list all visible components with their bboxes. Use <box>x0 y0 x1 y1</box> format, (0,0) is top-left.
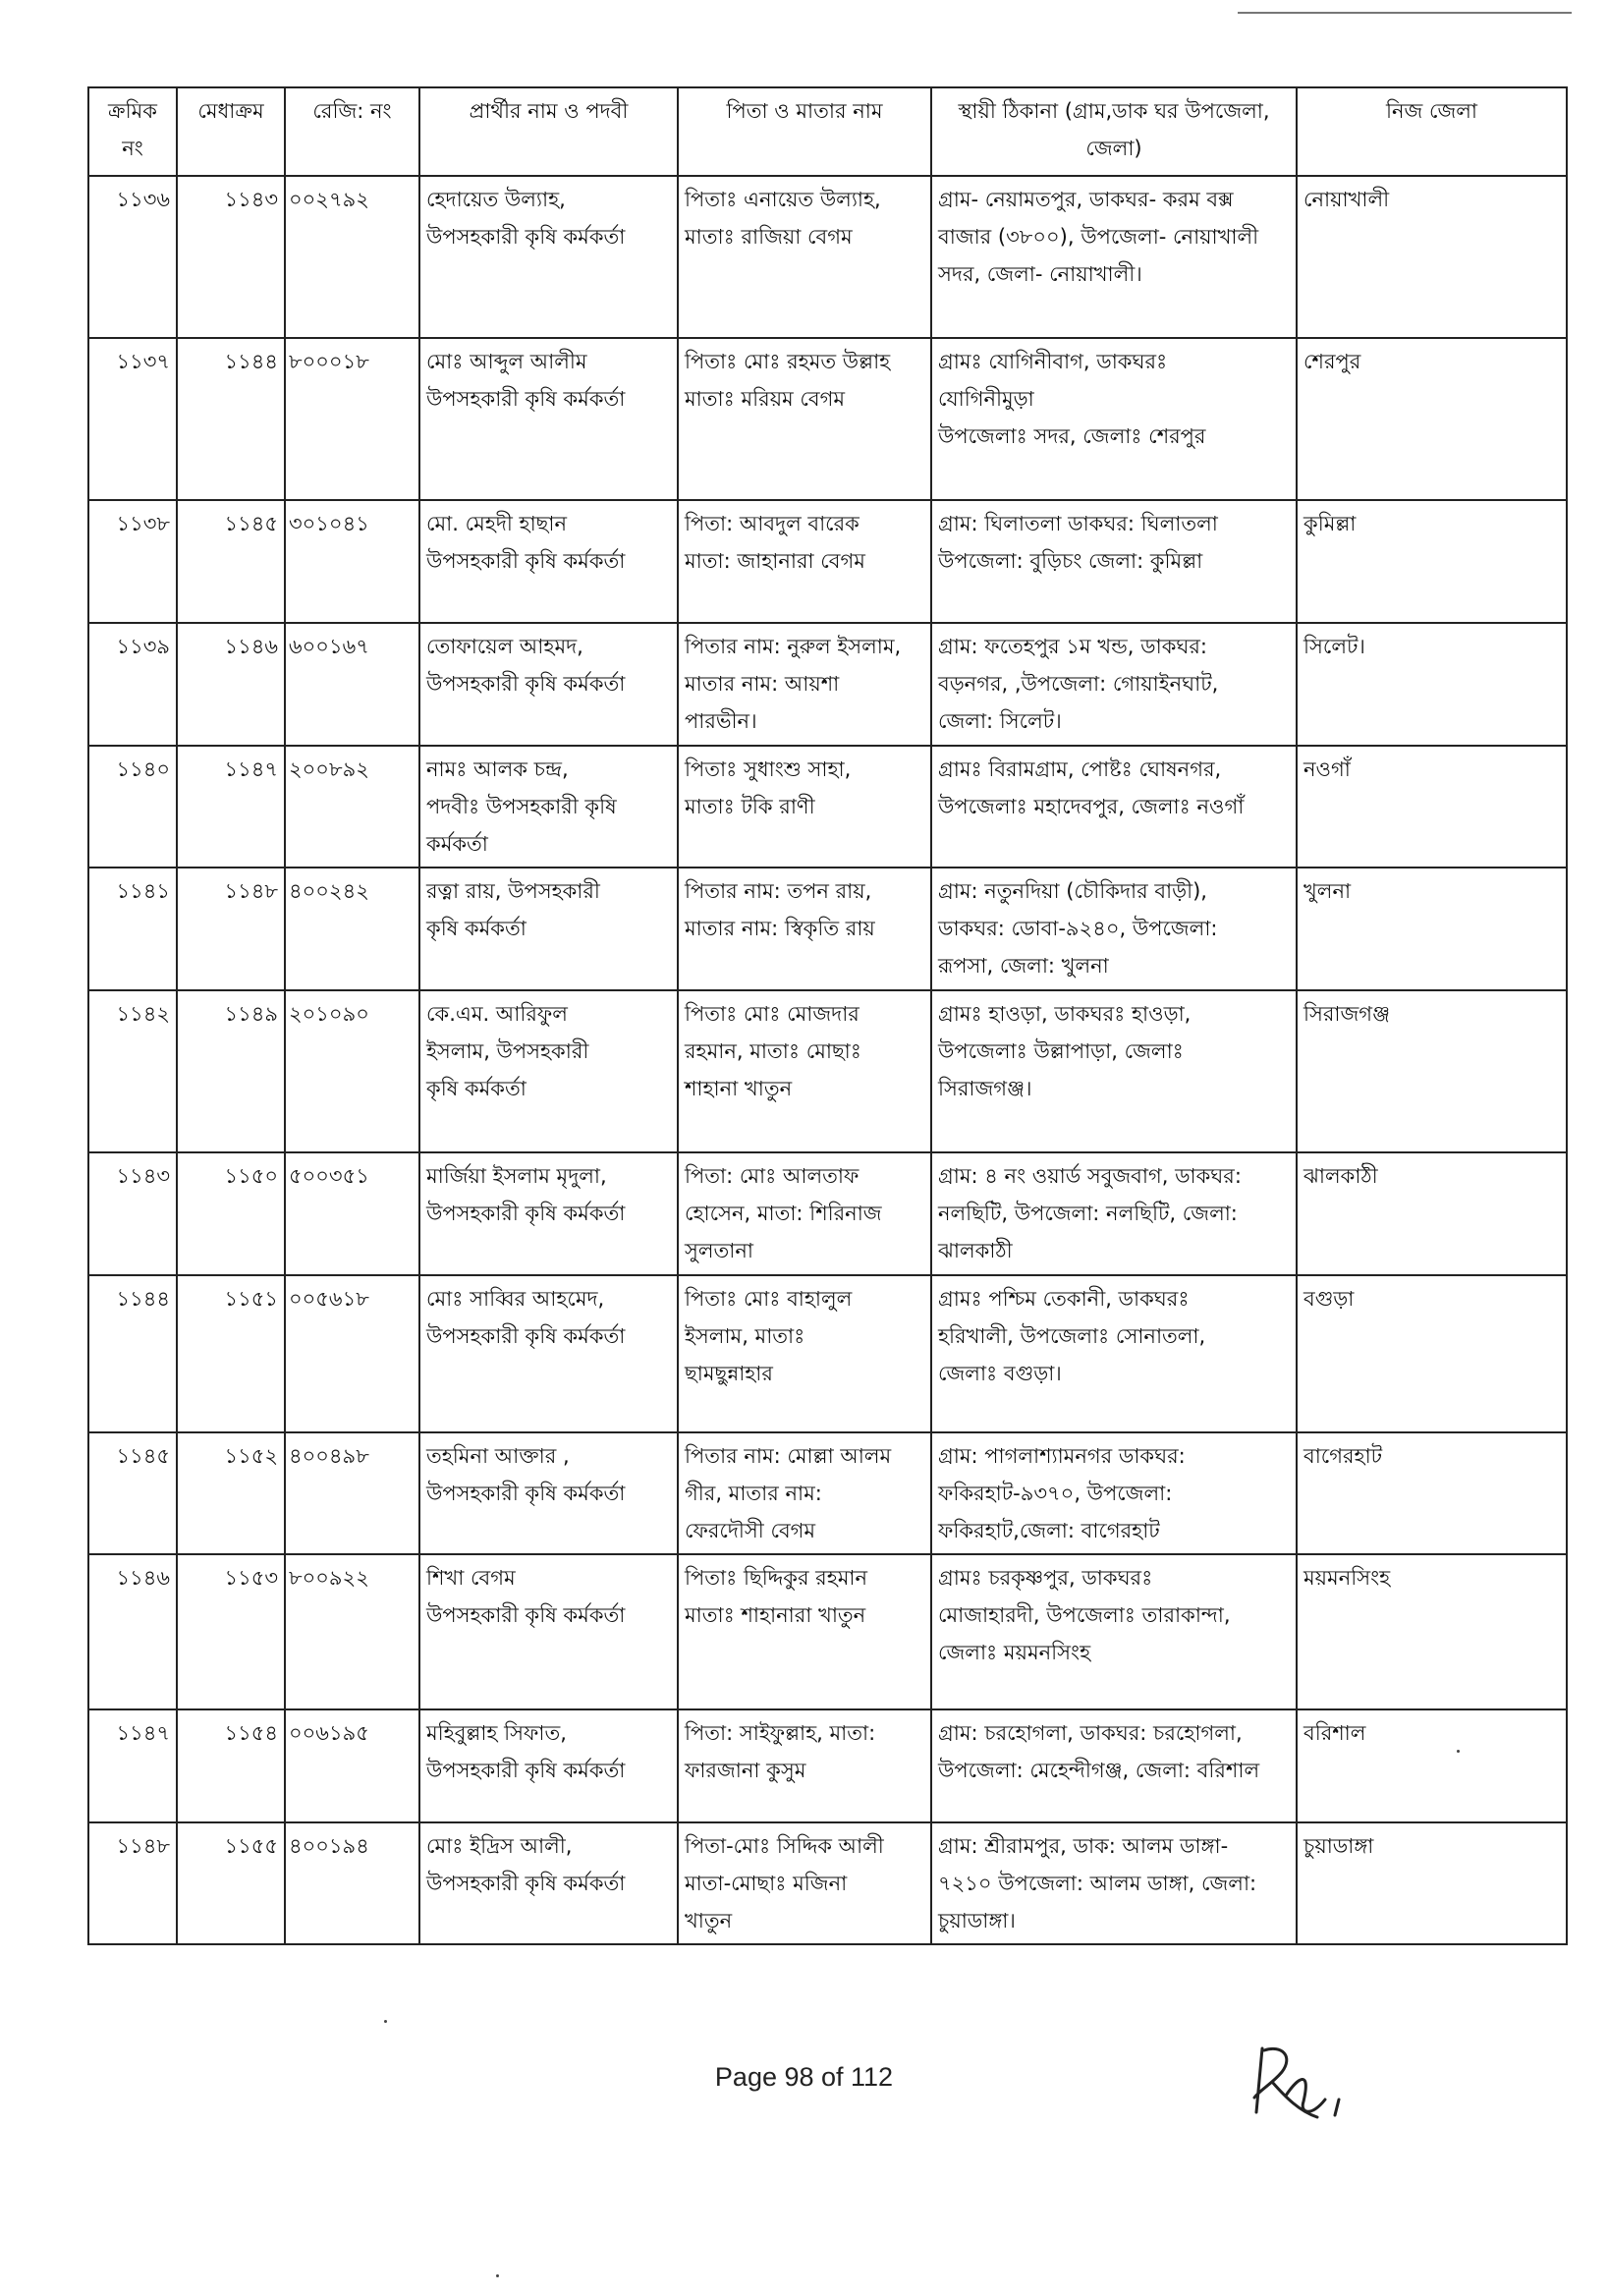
cell-home-district: সিরাজগঞ্জ <box>1297 990 1567 1152</box>
cell-home-district: বাগেরহাট <box>1297 1432 1567 1554</box>
cell-home-district: নোয়াখালী <box>1297 176 1567 338</box>
cell-serial: ১১৪৫ <box>88 1432 177 1554</box>
cell-merit: ১১৪৪ <box>177 338 285 500</box>
table-row <box>88 500 1567 623</box>
table-row <box>88 623 1567 746</box>
cell-serial: ১১৩৮ <box>88 500 177 623</box>
cell-reg-no: ৫০০৩৫১ <box>285 1152 419 1275</box>
cell-merit: ১১৫৫ <box>177 1822 285 1944</box>
top-rule <box>1238 12 1572 14</box>
cell-address: গ্রাম: ফতেহপুর ১ম খন্ড, ডাকঘর: বড়নগর, ,উপজেলা: গোয়াইনঘাট, জেলা: সিলেট। <box>931 623 1297 746</box>
table-row <box>88 1275 1567 1432</box>
header-name-designation: প্রার্থীর নাম ও পদবী <box>419 87 678 176</box>
cell-merit: ১১৪৩ <box>177 176 285 338</box>
cell-name-designation: রত্না রায়, উপসহকারী কৃষি কর্মকর্তা <box>419 868 678 990</box>
cell-home-district: খুলনা <box>1297 868 1567 990</box>
cell-reg-no: ৩০১০৪১ <box>285 500 419 623</box>
cell-serial: ১১৪১ <box>88 868 177 990</box>
cell-merit: ১১৫০ <box>177 1152 285 1275</box>
cell-name-designation: হেদায়েত উল্যাহ, উপসহকারী কৃষি কর্মকর্তা <box>419 176 678 338</box>
cell-home-district: নওগাঁ <box>1297 746 1567 868</box>
cell-parents: পিতাঃ মোঃ মোজদার রহমান, মাতাঃ মোছাঃ শাহানা খাতুন <box>678 990 931 1152</box>
cell-name-designation: কে.এম. আরিফুল ইসলাম, উপসহকারী কৃষি কর্মকর্তা <box>419 990 678 1152</box>
cell-reg-no: ৮০০৯২২ <box>285 1554 419 1709</box>
cell-parents: পিতার নাম: তপন রায়, মাতার নাম: স্বিকৃতি রায় <box>678 868 931 990</box>
cell-name-designation: মোঃ ইদ্রিস আলী, উপসহকারী কৃষি কর্মকর্তা <box>419 1822 678 1944</box>
cell-serial: ১১৩৯ <box>88 623 177 746</box>
cell-address: গ্রাম: পাগলাশ্যামনগর ডাকঘর: ফকিরহাট-৯৩৭০, উপজেলা: ফকিরহাট,জেলা: বাগেরহাট <box>931 1432 1297 1554</box>
cell-home-district: চুয়াডাঙ্গা <box>1297 1822 1567 1944</box>
cell-address: গ্রামঃ যোগিনীবাগ, ডাকঘরঃ যোগিনীমুড়া উপজেলাঃ সদর, জেলাঃ শেরপুর <box>931 338 1297 500</box>
cell-merit: ১১৪৯ <box>177 990 285 1152</box>
cell-parents: পিতা: আবদুল বারেক মাতা: জাহানারা বেগম <box>678 500 931 623</box>
header-row <box>88 87 1567 176</box>
cell-merit: ১১৫৪ <box>177 1709 285 1822</box>
cell-home-district: বরিশাল <box>1297 1709 1567 1822</box>
cell-parents: পিতাঃ মোঃ রহমত উল্লাহ মাতাঃ মরিয়ম বেগম <box>678 338 931 500</box>
cell-name-designation: মোঃ আব্দুল আলীম উপসহকারী কৃষি কর্মকর্তা <box>419 338 678 500</box>
cell-parents: পিতা: মোঃ আলতাফ হোসেন, মাতা: শিরিনাজ সুলতানা <box>678 1152 931 1275</box>
table-row <box>88 1152 1567 1275</box>
cell-reg-no: ০০২৭৯২ <box>285 176 419 338</box>
cell-merit: ১১৪৬ <box>177 623 285 746</box>
cell-reg-no: ৪০০৪৯৮ <box>285 1432 419 1554</box>
cell-address: গ্রাম: শ্রীরামপুর, ডাক: আলম ডাঙ্গা- ৭২১০ উপজেলা: আলম ডাঙ্গা, জেলা: চুয়াডাঙ্গা। <box>931 1822 1297 1944</box>
cell-reg-no: ৮০০০১৮ <box>285 338 419 500</box>
cell-home-district: ময়মনসিংহ <box>1297 1554 1567 1709</box>
cell-address: গ্রাম: নতুনদিয়া (চৌকিদার বাড়ী), ডাকঘর: ডোবা-৯২৪০, উপজেলা: রূপসা, জেলা: খুলনা <box>931 868 1297 990</box>
header-merit: মেধাক্রম <box>177 87 285 176</box>
cell-address: গ্রামঃ হাওড়া, ডাকঘরঃ হাওড়া, উপজেলাঃ উল্লাপাড়া, জেলাঃ সিরাজগঞ্জ। <box>931 990 1297 1152</box>
cell-reg-no: ২০০৮৯২ <box>285 746 419 868</box>
table-row <box>88 176 1567 338</box>
cell-merit: ১১৪৮ <box>177 868 285 990</box>
cell-address: গ্রামঃ বিরামগ্রাম, পোষ্টঃ ঘোষনগর, উপজেলাঃ মহাদেবপুর, জেলাঃ নওগাঁ <box>931 746 1297 868</box>
signature <box>1243 2039 1400 2137</box>
cell-reg-no: ০০৬১৯৫ <box>285 1709 419 1822</box>
cell-serial: ১১৪৩ <box>88 1152 177 1275</box>
page-footer: Page 98 of 112 <box>714 2062 894 2092</box>
cell-reg-no: ৪০০১৯৪ <box>285 1822 419 1944</box>
header-serial: ক্রমিক নং <box>88 87 177 176</box>
table-row <box>88 1432 1567 1554</box>
scan-speck <box>384 2020 387 2023</box>
cell-serial: ১১৪৮ <box>88 1822 177 1944</box>
cell-home-district: কুমিল্লা <box>1297 500 1567 623</box>
cell-name-designation: শিখা বেগম উপসহকারী কৃষি কর্মকর্তা <box>419 1554 678 1709</box>
cell-address: গ্রাম: ৪ নং ওয়ার্ড সবুজবাগ, ডাকঘর: নলছিটি, উপজেলা: নলছিটি, জেলা: ঝালকাঠী <box>931 1152 1297 1275</box>
cell-serial: ১১৩৬ <box>88 176 177 338</box>
cell-name-designation: নামঃ আলক চন্দ্র, পদবীঃ উপসহকারী কৃষি কর্মকর্তা <box>419 746 678 868</box>
cell-serial: ১১৪২ <box>88 990 177 1152</box>
cell-reg-no: ৪০০২৪২ <box>285 868 419 990</box>
cell-name-designation: তহমিনা আক্তার , উপসহকারী কৃষি কর্মকর্তা <box>419 1432 678 1554</box>
header-home-district: নিজ জেলা <box>1297 87 1567 176</box>
header-parents: পিতা ও মাতার নাম <box>678 87 931 176</box>
table-row <box>88 1709 1567 1822</box>
cell-parents: পিতার নাম: নুরুল ইসলাম, মাতার নাম: আয়শা পারভীন। <box>678 623 931 746</box>
header-address: স্থায়ী ঠিকানা (গ্রাম,ডাক ঘর উপজেলা, জেলা) <box>931 87 1297 176</box>
cell-address: গ্রামঃ পশ্চিম তেকানী, ডাকঘরঃ হরিখালী, উপজেলাঃ সোনাতলা, জেলাঃ বগুড়া। <box>931 1275 1297 1432</box>
cell-name-designation: মো. মেহদী হাছান উপসহকারী কৃষি কর্মকর্তা <box>419 500 678 623</box>
cell-parents: পিতাঃ মোঃ বাহালুল ইসলাম, মাতাঃ ছামছুন্নাহার <box>678 1275 931 1432</box>
cell-serial: ১১৪০ <box>88 746 177 868</box>
cell-serial: ১১৪৬ <box>88 1554 177 1709</box>
cell-address: গ্রাম: চরহোগলা, ডাকঘর: চরহোগলা, উপজেলা: মেহেন্দীগঞ্জ, জেলা: বরিশাল <box>931 1709 1297 1822</box>
cell-address: গ্রামঃ চরকৃষ্ণপুর, ডাকঘরঃ মোজাহারদী, উপজেলাঃ তারাকান্দা, জেলাঃ ময়মনসিংহ <box>931 1554 1297 1709</box>
cell-address: গ্রাম: ঘিলাতলা ডাকঘর: ঘিলাতলা উপজেলা: বুড়িচং জেলা: কুমিল্লা <box>931 500 1297 623</box>
cell-parents: পিতাঃ এনায়েত উল্যাহ, মাতাঃ রাজিয়া বেগম <box>678 176 931 338</box>
cell-home-district: শেরপুর <box>1297 338 1567 500</box>
cell-merit: ১১৫২ <box>177 1432 285 1554</box>
table-row <box>88 746 1567 868</box>
cell-name-designation: মহিবুল্লাহ সিফাত, উপসহকারী কৃষি কর্মকর্তা <box>419 1709 678 1822</box>
cell-home-district: বগুড়া <box>1297 1275 1567 1432</box>
cell-name-designation: তোফায়েল আহমদ, উপসহকারী কৃষি কর্মকর্তা <box>419 623 678 746</box>
cell-home-district: সিলেট। <box>1297 623 1567 746</box>
cell-merit: ১১৫৩ <box>177 1554 285 1709</box>
cell-name-designation: মার্জিয়া ইসলাম মৃদুলা, উপসহকারী কৃষি কর্মকর্তা <box>419 1152 678 1275</box>
cell-reg-no: ০০৫৬১৮ <box>285 1275 419 1432</box>
cell-address: গ্রাম- নেয়ামতপুর, ডাকঘর- করম বক্স বাজার (৩৮০০), উপজেলা- নোয়াখালী সদর, জেলা- নোয়াখালী। <box>931 176 1297 338</box>
table-row <box>88 990 1567 1152</box>
table-row <box>88 1822 1567 1944</box>
cell-parents: পিতাঃ ছিদ্দিকুর রহমান মাতাঃ শাহানারা খাতুন <box>678 1554 931 1709</box>
candidate-table <box>87 86 1568 1945</box>
cell-parents: পিতা-মোঃ সিদ্দিক আলী মাতা-মোছাঃ মজিনা খাতুন <box>678 1822 931 1944</box>
cell-name-designation: মোঃ সাব্বির আহমেদ, উপসহকারী কৃষি কর্মকর্তা <box>419 1275 678 1432</box>
cell-parents: পিতাঃ সুধাংশু সাহা, মাতাঃ টকি রাণী <box>678 746 931 868</box>
cell-reg-no: ২০১০৯০ <box>285 990 419 1152</box>
header-reg-no: রেজি: নং <box>285 87 419 176</box>
cell-home-district: ঝালকাঠী <box>1297 1152 1567 1275</box>
table-row <box>88 868 1567 990</box>
cell-merit: ১১৫১ <box>177 1275 285 1432</box>
table-row <box>88 338 1567 500</box>
cell-serial: ১১৪৪ <box>88 1275 177 1432</box>
scan-speck <box>496 2274 499 2277</box>
scan-speck <box>1457 1750 1460 1753</box>
cell-parents: পিতার নাম: মোল্লা আলম গীর, মাতার নাম: ফেরদৌসী বেগম <box>678 1432 931 1554</box>
cell-serial: ১১৪৭ <box>88 1709 177 1822</box>
table-row <box>88 1554 1567 1709</box>
cell-serial: ১১৩৭ <box>88 338 177 500</box>
cell-parents: পিতা: সাইফুল্লাহ, মাতা: ফারজানা কুসুম <box>678 1709 931 1822</box>
cell-merit: ১১৪৫ <box>177 500 285 623</box>
cell-merit: ১১৪৭ <box>177 746 285 868</box>
cell-reg-no: ৬০০১৬৭ <box>285 623 419 746</box>
